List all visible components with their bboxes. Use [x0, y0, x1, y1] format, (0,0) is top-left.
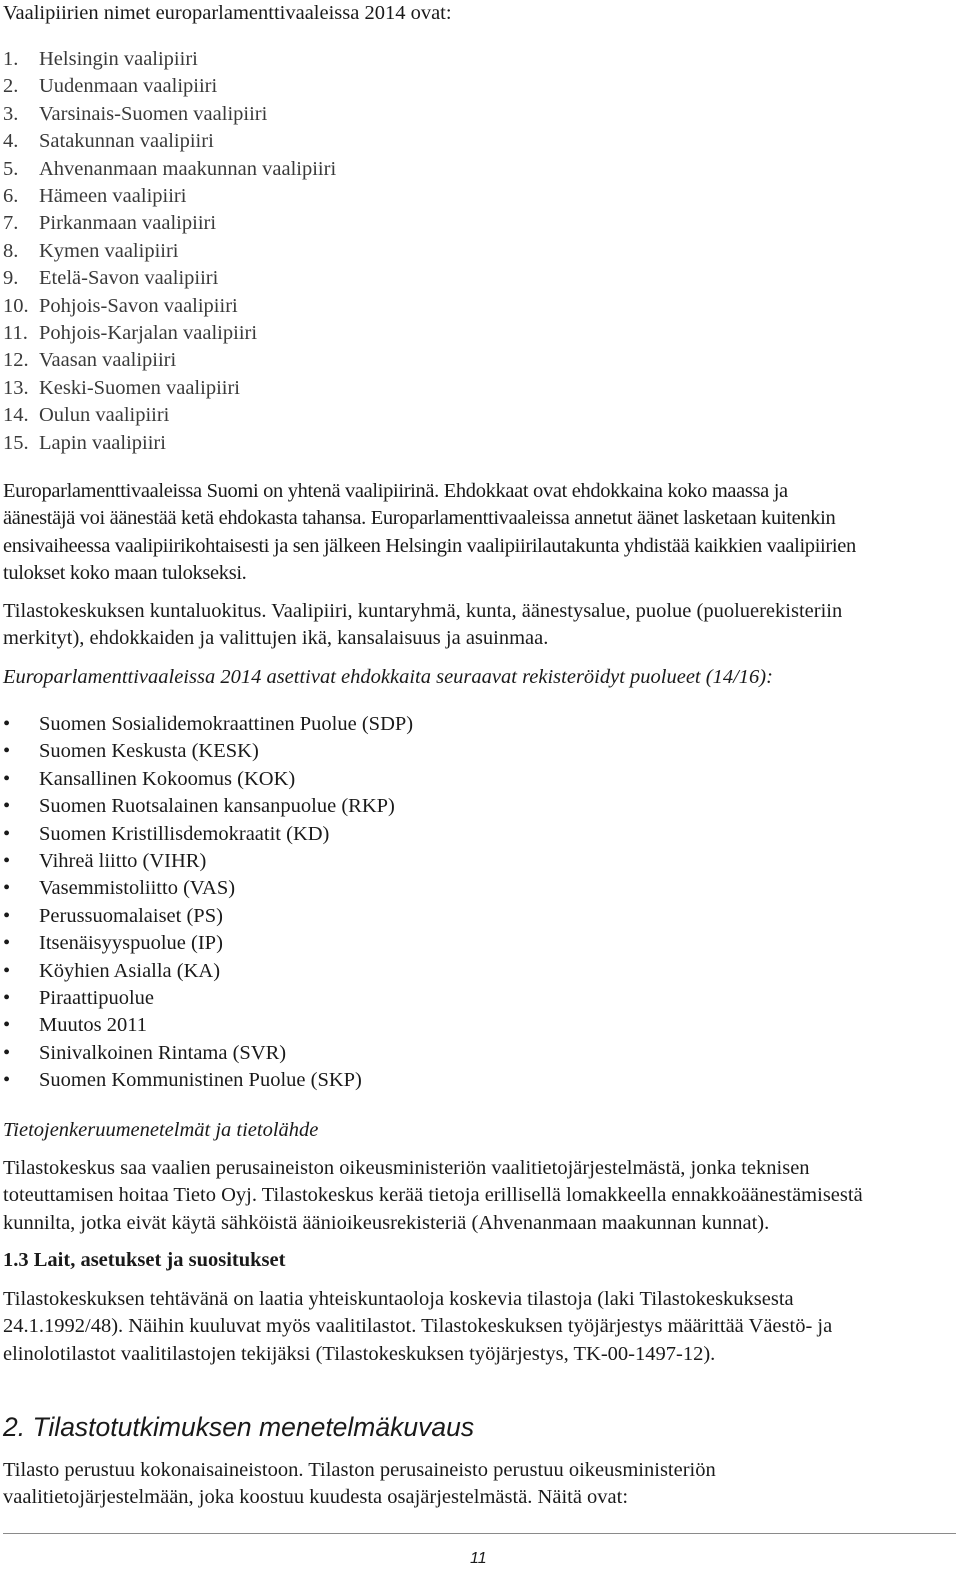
party-name: Vasemmistoliitto (VAS) — [39, 877, 236, 900]
bullet: • — [3, 932, 11, 955]
district-name: Keski-Suomen vaalipiiri — [39, 376, 240, 399]
list-item — [3, 821, 413, 848]
list-number: 12. — [3, 349, 29, 372]
text-line: 24.1.1992/48). Näihin kuuluvat myös vaalitilastot. Tilastokeskuksen työjärjestys määrittää Väestö- ja — [3, 1315, 833, 1338]
list-item — [3, 183, 336, 210]
district-name: Pirkanmaan vaalipiiri — [39, 212, 217, 235]
party-name: Perussuomalaiset (PS) — [39, 904, 223, 927]
list-item — [3, 985, 413, 1012]
bullet: • — [3, 1041, 11, 1064]
list-item — [3, 402, 336, 429]
district-name: Uudenmaan vaalipiiri — [39, 75, 218, 98]
list-number: 14. — [3, 404, 29, 427]
list-item — [3, 958, 413, 985]
list-number: 10. — [3, 294, 29, 317]
party-name: Itsenäisyyspuolue (IP) — [39, 932, 223, 955]
list-item — [3, 1012, 413, 1039]
list-item — [3, 930, 413, 957]
text-line: Europarlamenttivaaleissa Suomi on yhtenä vaalipiirinä. Ehdokkaat ovat ehdokkaina koko maassa ja — [3, 480, 788, 502]
text-line: elinolotilastot vaalitilastojen tekijäksi (Tilastokeskuksen työjärjestys, TK-00-1497-12). — [3, 1342, 716, 1365]
bullet: • — [3, 795, 11, 818]
party-name: Suomen Ruotsalainen kansanpuolue (RKP) — [39, 795, 395, 818]
page-number: 11 — [470, 1550, 487, 1567]
paragraph-section-2 — [3, 1457, 716, 1512]
paragraph-classification — [3, 598, 842, 653]
bullet: • — [3, 767, 11, 790]
bullet: • — [3, 877, 11, 900]
list-item — [3, 903, 413, 930]
parties-heading: Europarlamenttivaaleissa 2014 asettivat ehdokkaita seuraavat rekisteröidyt puolueet (14/16): — [3, 666, 773, 688]
list-item — [3, 46, 336, 73]
party-name: Suomen Sosialidemokraattinen Puolue (SDP) — [39, 713, 414, 735]
list-item — [3, 766, 413, 793]
list-number: 15. — [3, 431, 29, 454]
list-number: 13. — [3, 376, 29, 399]
district-name: Satakunnan vaalipiiri — [39, 130, 214, 153]
district-name: Etelä-Savon vaalipiiri — [39, 267, 219, 290]
list-item — [3, 793, 413, 820]
text-line: Tilasto perustuu kokonaisaineistoon. Tilaston perusaineisto perustuu oikeusministeriön — [3, 1459, 716, 1481]
bullet: • — [3, 850, 11, 873]
intro-text: Vaalipiirien nimet europarlamenttivaaleissa 2014 ovat: — [3, 2, 452, 24]
list-number: 2. — [3, 75, 19, 98]
party-name: Vihreä liitto (VIHR) — [39, 850, 207, 873]
list-number: 9. — [3, 267, 19, 290]
list-item — [3, 293, 336, 320]
district-name: Pohjois-Savon vaalipiiri — [39, 294, 238, 317]
list-number: 6. — [3, 185, 19, 208]
list-item — [3, 320, 336, 347]
bullet: • — [3, 713, 11, 735]
paragraph-laws — [3, 1286, 832, 1368]
list-number: 8. — [3, 239, 19, 262]
party-name: Kansallinen Kokoomus (KOK) — [39, 767, 296, 790]
district-name: Helsingin vaalipiiri — [39, 48, 198, 70]
methods-heading: Tietojenkeruumenetelmät ja tietolähde — [3, 1119, 319, 1141]
paragraph-ep-constituency — [3, 478, 856, 588]
district-name: Varsinais-Suomen vaalipiiri — [39, 102, 268, 125]
district-list — [3, 46, 336, 457]
bullet: • — [3, 904, 11, 927]
district-name: Oulun vaalipiiri — [39, 404, 170, 427]
section-heading-1-3: 1.3 Lait, asetukset ja suositukset — [3, 1249, 286, 1271]
text-line: äänestäjä voi äänestää ketä ehdokasta tahansa. Europarlamenttivaaleissa annetut äänet lasketaan kuitenkin — [3, 507, 836, 530]
list-item — [3, 711, 413, 738]
text-line: merkityt), ehdokkaiden ja valittujen ikä, kansalaisuus ja asuinmaa. — [3, 627, 549, 650]
bullet: • — [3, 1014, 11, 1037]
party-list — [3, 711, 413, 1095]
list-number: 5. — [3, 157, 19, 180]
party-name: Muutos 2011 — [39, 1014, 148, 1037]
list-item — [3, 101, 336, 128]
list-item — [3, 430, 336, 457]
text-line: kunnilta, jotka eivät käytä sähköistä äänioikeusrekisteriä (Ahvenanmaan maakunnan kunnat). — [3, 1211, 770, 1234]
district-name: Pohjois-Karjalan vaalipiiri — [39, 322, 258, 345]
footer-divider — [3, 1533, 956, 1534]
list-item — [3, 238, 336, 265]
text-line: Tilastokeskuksen kuntaluokitus. Vaalipiiri, kuntaryhmä, kunta, äänestysalue, puolue (puoluerekisteriin — [3, 600, 843, 622]
party-name: Sinivalkoinen Rintama (SVR) — [39, 1041, 287, 1064]
district-name: Lapin vaalipiiri — [39, 431, 166, 454]
bullet: • — [3, 822, 11, 845]
bullet: • — [3, 959, 11, 982]
list-number: 11. — [3, 322, 28, 345]
text-line: ensivaiheessa vaalipiirikohtaisesti ja sen jälkeen Helsingin vaalipiirilautakunta yhdistää kaikkien vaalipiirien — [3, 534, 856, 557]
list-item — [3, 347, 336, 374]
text-line: toteuttamisen hoitaa Tieto Oyj. Tilastokeskus kerää tietoja erillisellä lomakkeella ennakkoäänestämisestä — [3, 1184, 863, 1207]
district-name: Hämeen vaalipiiri — [39, 185, 187, 208]
party-name: Suomen Keskusta (KESK) — [39, 740, 259, 763]
text-line: Tilastokeskuksen tehtävänä on laatia yhteiskuntaoloja koskevia tilastoja (laki Tilastokeskuksesta — [3, 1288, 794, 1310]
list-item — [3, 738, 413, 765]
party-name: Suomen Kommunistinen Puolue (SKP) — [39, 1069, 362, 1092]
list-item — [3, 1040, 413, 1067]
list-item — [3, 73, 336, 100]
party-name: Piraattipuolue — [39, 987, 155, 1010]
list-item — [3, 375, 336, 402]
district-name: Kymen vaalipiiri — [39, 239, 179, 262]
party-name: Köyhien Asialla (KA) — [39, 959, 221, 982]
party-name: Suomen Kristillisdemokraatit (KD) — [39, 822, 330, 845]
text-line: Tilastokeskus saa vaalien perusaineiston oikeusministeriön vaalitietojärjestelmästä, jonka teknisen — [3, 1157, 810, 1179]
list-number: 3. — [3, 102, 19, 125]
list-item — [3, 210, 336, 237]
district-name: Ahvenanmaan maakunnan vaalipiiri — [39, 157, 337, 180]
bullet: • — [3, 1069, 11, 1092]
bullet: • — [3, 987, 11, 1010]
list-item — [3, 875, 413, 902]
list-number: 4. — [3, 130, 19, 153]
text-line: vaalitietojärjestelmään, joka koostuu kuudesta osajärjestelmästä. Näitä ovat: — [3, 1486, 629, 1509]
list-item — [3, 128, 336, 155]
list-number: 7. — [3, 212, 19, 235]
bullet: • — [3, 740, 11, 763]
paragraph-methods — [3, 1155, 863, 1237]
list-item — [3, 1067, 413, 1094]
list-item — [3, 265, 336, 292]
text-line: tulokset koko maan tulokseksi. — [3, 562, 247, 585]
section-heading-2: 2. Tilastotutkimuksen menetelmäkuvaus — [3, 1412, 475, 1442]
list-item — [3, 848, 413, 875]
list-item — [3, 156, 336, 183]
district-name: Vaasan vaalipiiri — [39, 349, 177, 372]
list-number: 1. — [3, 48, 19, 70]
